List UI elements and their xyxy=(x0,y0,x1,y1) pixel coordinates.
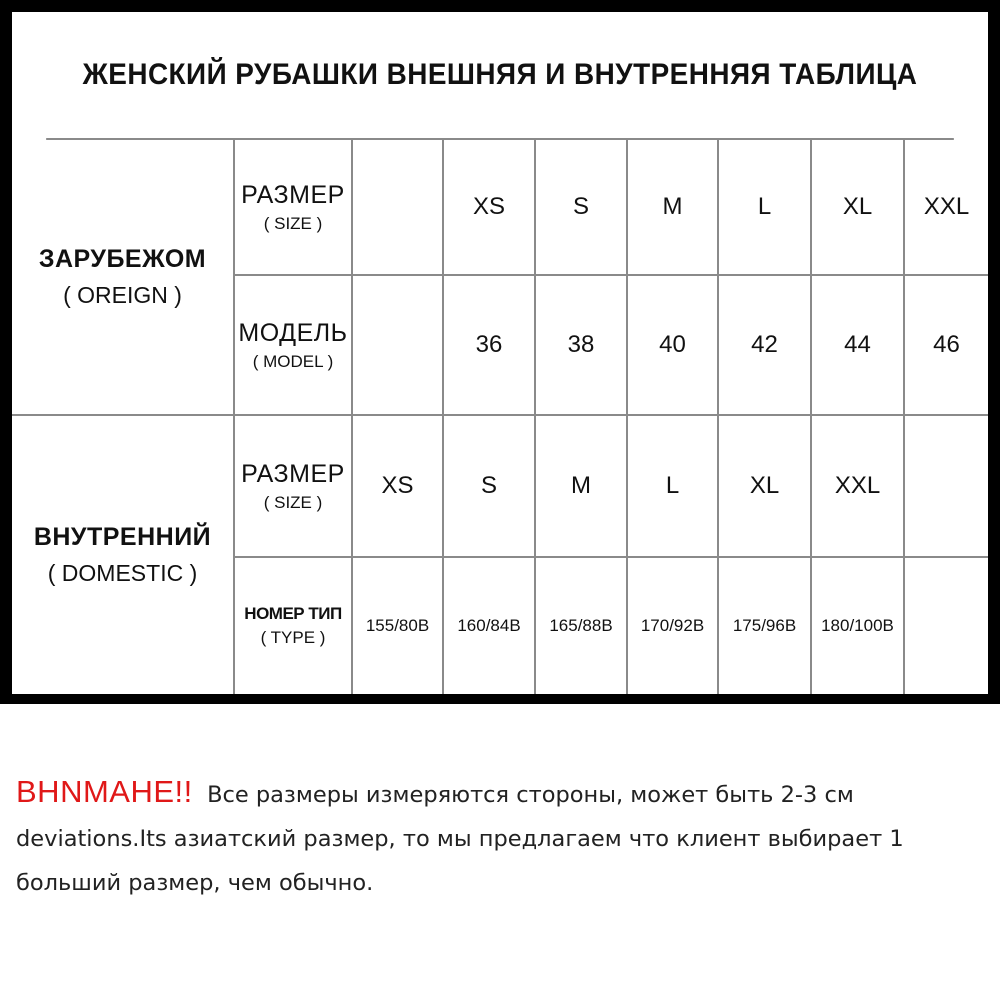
table-cell: XXL xyxy=(905,140,988,276)
table-cell: 155/80B xyxy=(353,558,444,694)
foreign-model-sublabel: ( MODEL ) xyxy=(252,351,334,371)
domestic-type-sublabel: ( TYPE ) xyxy=(260,628,326,647)
table-cell: XXL xyxy=(812,416,905,558)
table-cell xyxy=(905,416,988,558)
domestic-sublabel: ( DOMESTIC ) xyxy=(47,560,198,586)
table-cell: 170/92B xyxy=(628,558,719,694)
foreign-model-label: МОДЕЛЬ xyxy=(238,318,348,347)
table-title: ЖЕНСКИЙ РУБАШКИ ВНЕШНЯЯ И ВНУТРЕННЯЯ ТАБЛИЦА xyxy=(46,12,954,140)
table-cell: XL xyxy=(719,416,812,558)
size-table xyxy=(12,12,988,694)
table-cell: M xyxy=(536,416,628,558)
table-cell xyxy=(353,140,444,276)
table-cell: 160/84B xyxy=(444,558,536,694)
table-cell: 165/88B xyxy=(536,558,628,694)
table-cell: XS xyxy=(353,416,444,558)
foreign-group-label xyxy=(12,140,235,416)
table-cell: XL xyxy=(812,140,905,276)
foreign-size-sublabel: ( SIZE ) xyxy=(263,213,323,233)
domestic-type-label: НОМЕР ТИП xyxy=(244,604,342,623)
foreign-sublabel: ( OREIGN ) xyxy=(63,282,182,308)
domestic-size-sublabel: ( SIZE ) xyxy=(263,492,323,512)
domestic-label: ВНУТРЕННИЙ xyxy=(33,523,212,551)
table-cell: 180/100B xyxy=(812,558,905,694)
table-cell: 38 xyxy=(536,276,628,416)
table-cell: 46 xyxy=(905,276,988,416)
table-cell: 44 xyxy=(812,276,905,416)
table-cell: S xyxy=(536,140,628,276)
domestic-type-row-label xyxy=(235,558,353,694)
table-cell: 42 xyxy=(719,276,812,416)
foreign-label: ЗАРУБЕЖОМ xyxy=(38,245,207,273)
foreign-model-row-label xyxy=(235,276,353,416)
table-cell xyxy=(905,558,988,694)
table-cell: 40 xyxy=(628,276,719,416)
warning-label: BHNMAHE!! xyxy=(16,774,193,809)
table-cell: L xyxy=(719,140,812,276)
table-cell: M xyxy=(628,140,719,276)
domestic-size-label: РАЗМЕР xyxy=(241,459,345,488)
size-note xyxy=(16,770,991,905)
foreign-size-label: РАЗМЕР xyxy=(241,180,345,209)
table-cell: S xyxy=(444,416,536,558)
domestic-group-label xyxy=(12,416,235,694)
table-cell: 36 xyxy=(444,276,536,416)
table-cell: 175/96B xyxy=(719,558,812,694)
table-cell xyxy=(353,276,444,416)
table-cell: XS xyxy=(444,140,536,276)
note-text: Все размеры измеряются стороны, может быть 2-3 см deviations.Its азиатский размер, то мы предлагаем что клиент выбирает 1 больший размер, чем обычно. xyxy=(16,782,904,896)
domestic-size-row-label xyxy=(235,416,353,558)
table-cell: L xyxy=(628,416,719,558)
foreign-size-row-label xyxy=(235,140,353,276)
